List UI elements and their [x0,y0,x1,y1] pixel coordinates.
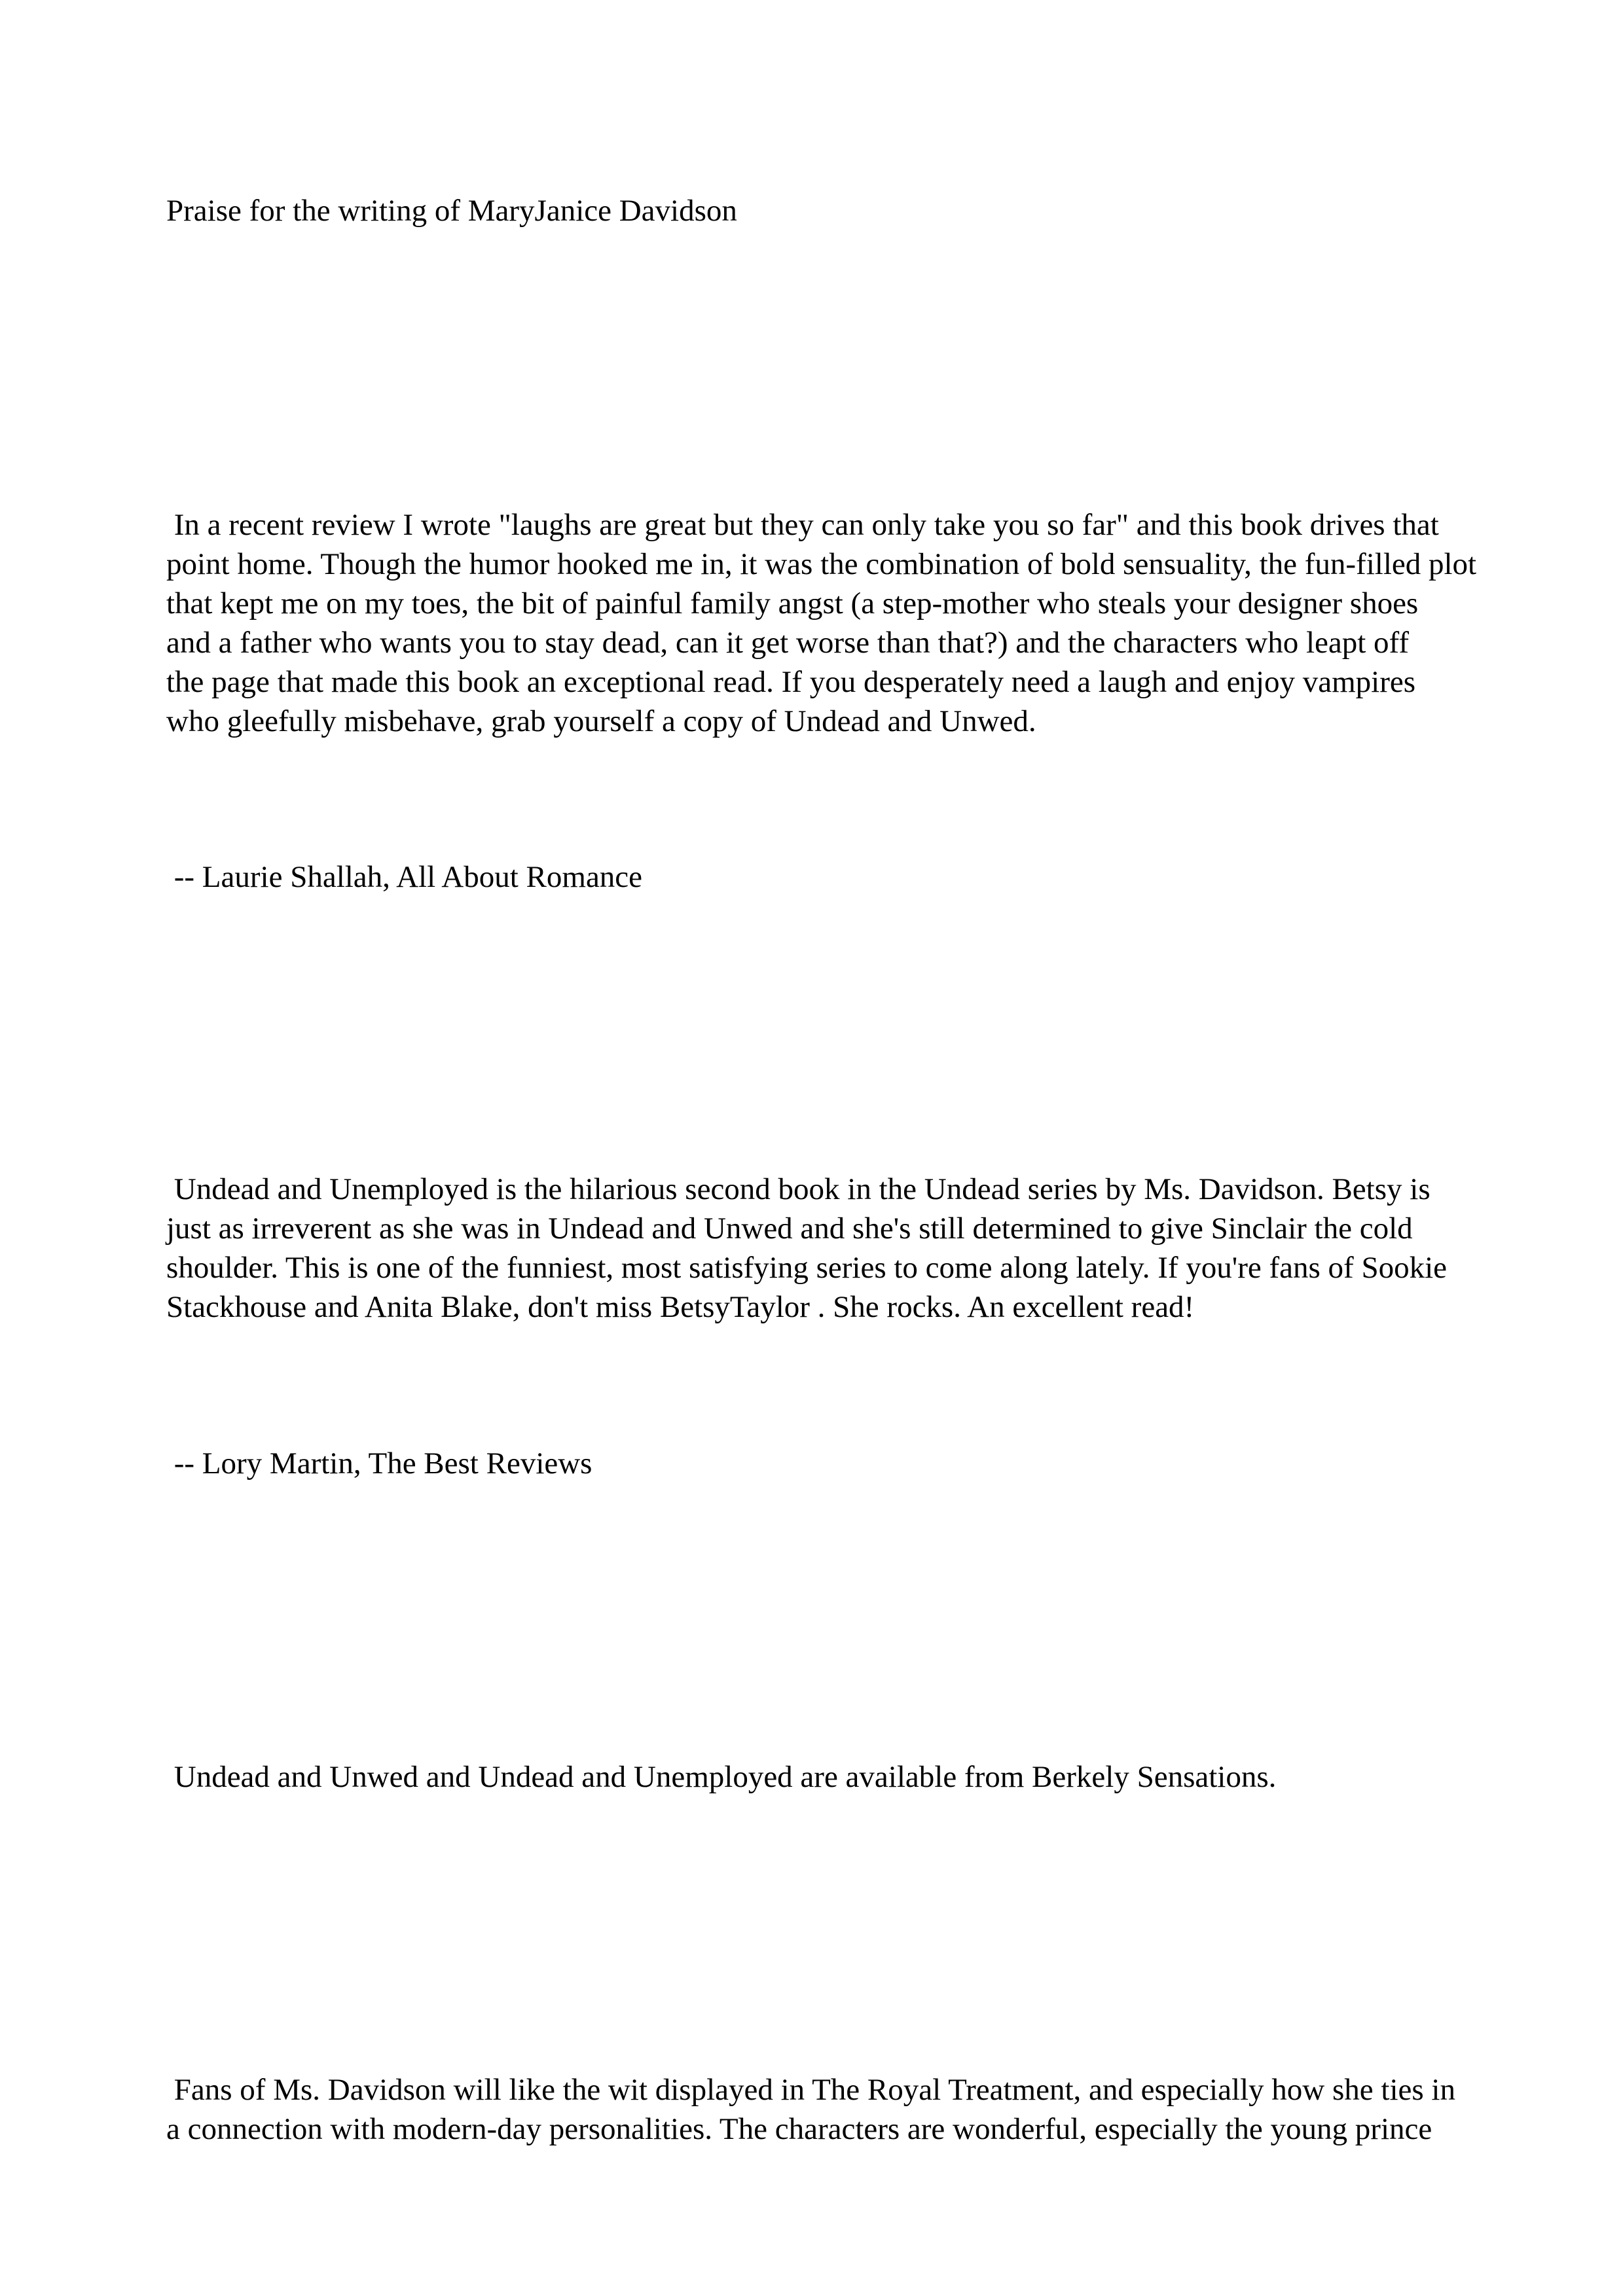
page-title: Praise for the writing of MaryJanice Davidson [166,194,737,228]
review-paragraph-best-reviews: Undead and Unemployed is the hilarious second book in the Undead series by Ms. Davidson. Betsy is just as irreverent as she was in Undead and Unwed and she's still determined to give Sinclair the cold shoulder. This is one of the funniest, most satisfying series to come along lately. If you're fans of Sookie Stackhouse and Anita Blake, don't miss BetsyTaylor . She rocks. An excellent read! [166,1172,1448,1324]
review-attribution-lory-martin: -- Lory Martin, The Best Reviews [166,1446,593,1480]
review-paragraph-all-about-romance: In a recent review I wrote "laughs are great but they can only take you so far" and this book drives that point home. Though the humor hooked me in, it was the combination of bold sensuality, the fun-filled plot that kept me on my toes, the bit of painful family angst (a step-mother who steals your designer shoes and a father who wants you to stay dead, can it get worse than that?) and the characters who leapt off the page that made this book an exceptional read. If you desperately need a laugh and enjoy vampires who gleefully misbehave, grab yourself a copy of Undead and Unwed. [166,508,1477,738]
availability-note: Undead and Unwed and Undead and Unemployed are available from Berkely Sensations. [166,1760,1277,1794]
review-attribution-laurie-shallah: -- Laurie Shallah, All About Romance [166,860,643,894]
review-paragraph-royal-treatment: Fans of Ms. Davidson will like the wit displayed in The Royal Treatment, and especially how she ties in a connection with modern-day personalities. The characters are wonderful, especially the young prince [166,2073,1455,2146]
